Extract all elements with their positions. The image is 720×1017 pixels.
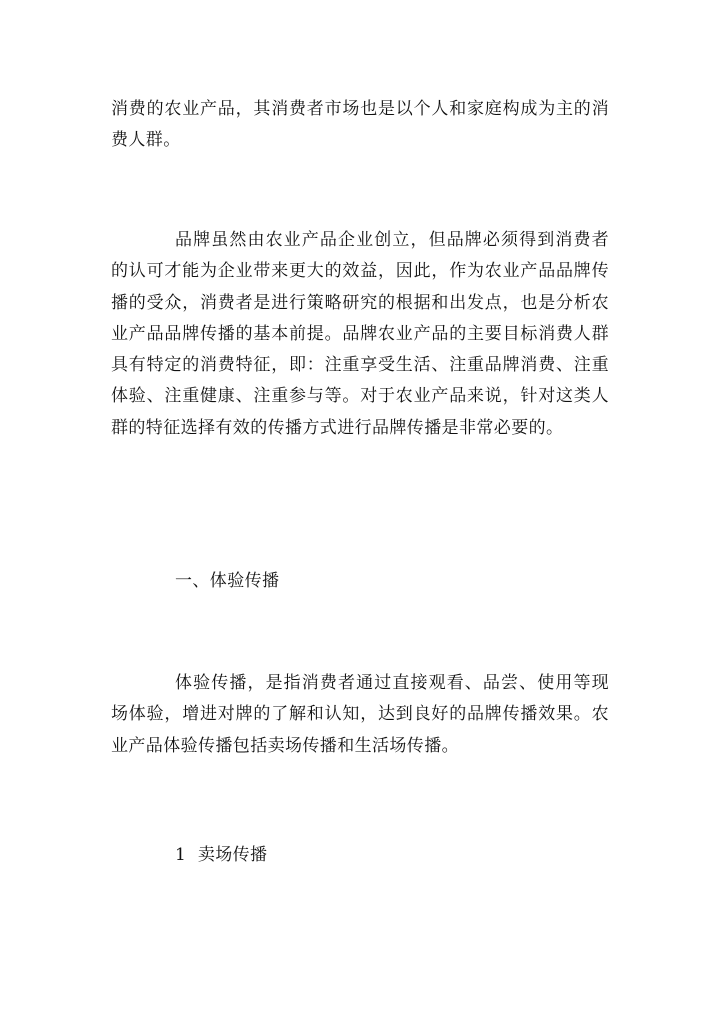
paragraph-consumer-market: 消费的农业产品，其消费者市场也是以个人和家庭构成为主的消费人群。 [111,99,609,151]
paragraph-brand-audience: 品牌虽然由农业产品企业创立，但品牌必须得到消费者的认可才能为企业带来更大的效益，因此，作为农业产品品牌传播的受众，消费者是进行策略研究的根据和出发点，也是分析农业产品品牌传播的基本前提。品牌农业产品的主要目标消费人群具有特定的消费特征，即：注重享受生活、注重品牌消费、注重体验、注重健康、注重参与等。对于农业产品来说，针对这类人群的特征选择有效的传播方式进行品牌传播是非常必要的。 [111,230,609,438]
subsection-heading-store: 1 卖场传播 [175,845,268,865]
paragraph-experience-definition: 体验传播，是指消费者通过直接观看、品尝、使用等现场体验，增进对牌的了解和认知，达到良好的品牌传播效果。农业产品体验传播包括卖场传播和生活场传播。 [111,673,609,756]
section-heading-experience: 一、体验传播 [175,571,280,591]
